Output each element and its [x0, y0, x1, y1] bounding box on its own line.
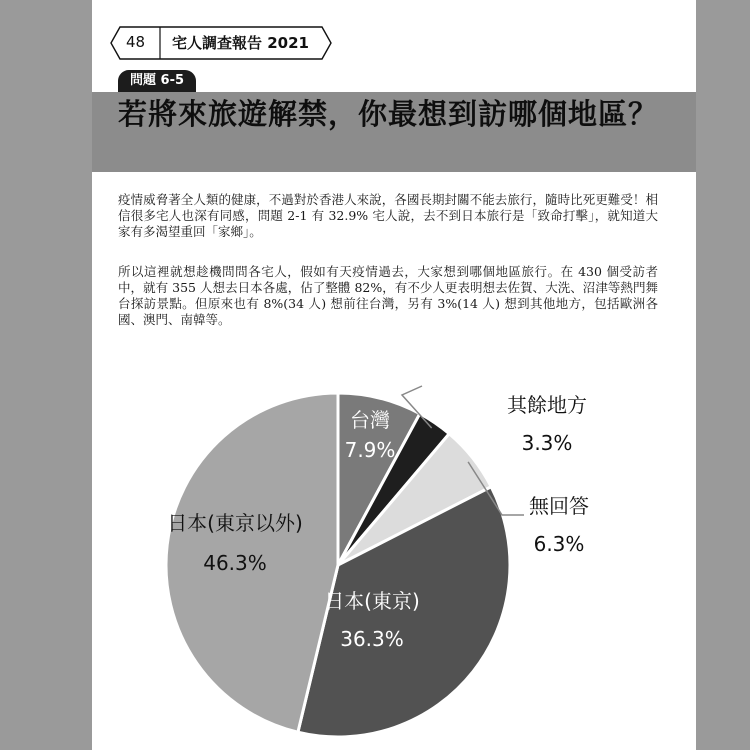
- slice-percent: 46.3%: [203, 551, 267, 575]
- paragraph-intro: 疫情威脅著全人類的健康，不過對於香港人來說，各國長期封關不能去旅行，隨時比死更難受！相信很多宅人也深有同感，問題 2-1 有 32.9% 宅人說，去不到日本旅行是「致命打擊」，就知道大家有多渴望重回「家鄉」。: [118, 192, 658, 239]
- slice-label-japan-tokyo: [302, 586, 442, 654]
- slice-name: 無回答: [529, 494, 589, 518]
- slice-percent: 6.3%: [533, 532, 585, 556]
- slice-label-japan-outside-tokyo: [140, 508, 330, 578]
- slice-percent: 3.3%: [521, 431, 573, 455]
- page-number: 48: [126, 33, 146, 51]
- slice-name: 其餘地方: [507, 393, 587, 417]
- slice-label-taiwan: [335, 405, 405, 465]
- slice-percent: 7.9%: [344, 438, 396, 462]
- pie-chart: [92, 360, 696, 750]
- paragraph-results: 所以這裡就想趁機問問各宅人，假如有天疫情過去，大家想到哪個地區旅行。在 430 個受訪者中，就有 355 人想去日本各處，佔了整體 82%，有不少人更表明想去佐賀、大洗、沼津等熱門舞台探訪景點。但原來也有 8%(34 人) 想前往台灣，另有 3%(14 人) 想到其他地方，包括歐洲各國、澳門、南韓等。: [118, 264, 658, 327]
- question-title: 若將來旅遊解禁，你最想到訪哪個地區？: [118, 97, 659, 131]
- report-page: [92, 0, 696, 750]
- slice-name: 台灣: [350, 408, 390, 432]
- slice-label-other-regions: [487, 390, 607, 458]
- slice-name: 日本(東京以外): [167, 511, 303, 535]
- slice-name: 日本(東京): [324, 589, 420, 613]
- slice-percent: 36.3%: [340, 627, 404, 651]
- slice-label-no-answer: [509, 491, 609, 559]
- report-title: 宅人調查報告 2021: [172, 34, 309, 52]
- question-label: 問題 6-5: [118, 70, 196, 92]
- page-header-tab: [110, 26, 332, 60]
